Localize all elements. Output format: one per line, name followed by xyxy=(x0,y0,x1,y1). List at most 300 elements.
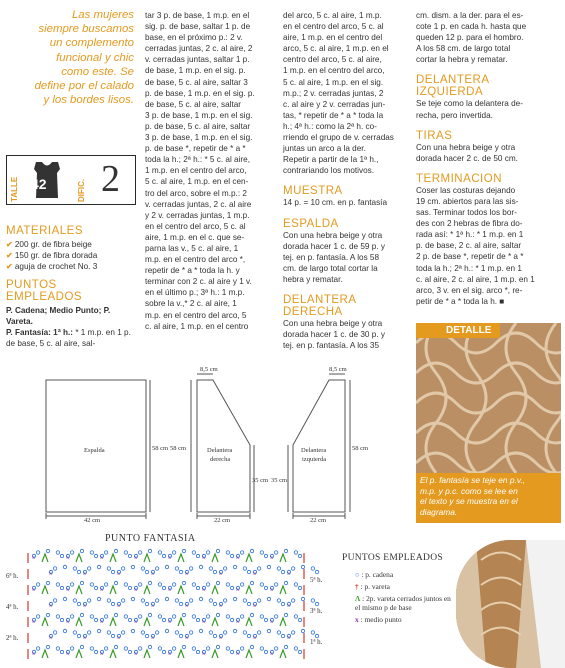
chain-stitch xyxy=(298,586,301,589)
materiales-list xyxy=(6,239,136,272)
chain-stitch xyxy=(189,631,192,634)
chain-stitch xyxy=(294,615,297,618)
text-line: toda la h.; 2ª h.: * 5 c. al aire, xyxy=(145,155,250,165)
vareta-cluster-mark xyxy=(212,650,218,658)
chain-stitch xyxy=(199,597,202,600)
text-line: 3 p. de base, 1 m.p. en el sig. xyxy=(145,110,253,120)
text-line: en el centro del arco, 5 c. al xyxy=(283,22,384,32)
chain-stitch xyxy=(298,554,301,557)
chain-stitch xyxy=(145,634,148,637)
chain-stitch xyxy=(223,567,226,570)
single-crochet-mark: x xyxy=(270,619,273,625)
chain-stitch xyxy=(155,631,158,634)
text-line: tej. en p. fantasía. A los 58 xyxy=(283,252,380,262)
chain-stitch xyxy=(56,583,59,586)
chain-stitch xyxy=(56,647,59,650)
espalda-width: 42 cm xyxy=(84,517,101,524)
vareta-cluster-mark xyxy=(212,618,218,626)
chain-stitch xyxy=(114,581,117,584)
vareta-cluster-mark xyxy=(246,554,252,562)
text-line: de base, 5 c. al aire, saltar xyxy=(145,99,242,109)
izquierda-top: 8,5 cm xyxy=(329,366,347,373)
chain-stitch xyxy=(94,586,97,589)
chain-stitch xyxy=(192,583,195,586)
chain-stitch xyxy=(277,567,280,570)
single-crochet-mark: x xyxy=(32,587,35,593)
single-crochet-mark: x xyxy=(134,651,137,657)
chain-stitch xyxy=(175,567,178,570)
text-line: del arco, 5 c. al aire, 1 m.p. xyxy=(283,11,382,20)
vareta-cluster-mark xyxy=(144,554,150,562)
text-line: 19 cm. abiertos para las sis- xyxy=(416,196,519,206)
chain-stitch xyxy=(196,618,199,621)
text-line: m.p. en el centro del arco, 5 xyxy=(145,310,247,320)
single-crochet-mark: x xyxy=(236,651,239,657)
single-crochet-mark: x xyxy=(49,571,52,577)
single-crochet-mark: x xyxy=(151,635,154,641)
chain-stitch xyxy=(107,631,110,634)
chain-stitch xyxy=(94,650,97,653)
chain-stitch xyxy=(196,650,199,653)
single-crochet-mark: x xyxy=(83,635,86,641)
intro-line: define por el calado xyxy=(34,80,134,93)
text-line: h.; 4ª h.: como la 2ª h. co- xyxy=(283,121,377,131)
detail-label: DETALLE xyxy=(446,325,492,336)
chain-stitch xyxy=(141,599,144,602)
chain-stitch xyxy=(165,565,168,568)
chain-stitch xyxy=(216,549,219,552)
chain-stitch xyxy=(56,615,59,618)
instructions-column-4 xyxy=(416,10,558,307)
chain-stitch xyxy=(46,645,49,648)
chain-stitch xyxy=(240,647,243,650)
vareta-cluster-mark xyxy=(76,618,82,626)
chain-stitch xyxy=(111,634,114,637)
chain-stitch xyxy=(155,567,158,570)
text-line: Coser las costuras dejando xyxy=(416,185,516,195)
vareta-cluster-mark xyxy=(144,586,150,594)
espalda-heading: ESPALDA xyxy=(283,217,339,230)
chain-stitch xyxy=(90,583,93,586)
single-crochet-mark: x xyxy=(202,555,205,561)
single-crochet-mark: x xyxy=(117,571,120,577)
single-crochet-mark: x xyxy=(117,603,120,609)
chain-stitch xyxy=(216,645,219,648)
text-line: p. de base, 5 c. al aire, saltar xyxy=(145,121,251,131)
chain-stitch xyxy=(243,599,246,602)
single-crochet-mark: x xyxy=(236,587,239,593)
row-label: 2ª h. xyxy=(6,634,19,642)
chain-stitch xyxy=(267,597,270,600)
text-line: tej. en p. fantasía. A los 35 xyxy=(283,341,380,351)
chain-stitch xyxy=(90,647,93,650)
chain-stitch xyxy=(179,634,182,637)
single-crochet-mark: x xyxy=(202,619,205,625)
chain-stitch xyxy=(284,581,287,584)
chain-stitch xyxy=(138,551,141,554)
text-line: 5 c. al aire, 1 m.p. en el cen- xyxy=(145,177,249,187)
legend-item: x : medio punto xyxy=(355,615,402,624)
espalda-height: 58 cm xyxy=(152,445,169,452)
row-label: 1ª h. xyxy=(310,638,323,646)
text-line: A los 58 cm. de largo total xyxy=(416,44,511,54)
chain-stitch xyxy=(260,615,263,618)
chain-stitch xyxy=(158,647,161,650)
chain-stitch xyxy=(124,551,127,554)
text-line: cortar la hebra y rematar. xyxy=(416,55,508,65)
chain-stitch xyxy=(70,583,73,586)
legend-list xyxy=(355,570,455,624)
chain-icon: ○ xyxy=(355,570,360,579)
text-line: cm. de largo total cortar la xyxy=(283,263,378,273)
vareta-cluster-mark xyxy=(42,554,48,562)
text-line: arco, 5 c. al aire, 1 m.p. en el xyxy=(283,44,389,54)
chain-stitch xyxy=(257,599,260,602)
chain-stitch xyxy=(162,586,165,589)
intro-line: Las mujeres xyxy=(71,9,134,21)
vareta-cluster-mark xyxy=(42,650,48,658)
text-line: parna las v., 5 c. al aire, 1 xyxy=(145,243,239,253)
single-crochet-mark: x xyxy=(236,619,239,625)
chain-stitch xyxy=(131,629,134,632)
single-crochet-mark: x xyxy=(66,651,69,657)
single-crochet-mark: x xyxy=(270,555,273,561)
vareta-cluster-mark xyxy=(246,650,252,658)
intro-line: siempre buscamos xyxy=(38,23,134,36)
chain-stitch xyxy=(264,618,267,621)
chain-stitch xyxy=(114,613,117,616)
text-line: p. de base *, repetir de * a * xyxy=(145,144,246,154)
chain-stitch xyxy=(111,602,114,605)
intro-line: funcional y chic xyxy=(56,51,134,64)
chain-stitch xyxy=(274,583,277,586)
chain-stitch xyxy=(277,631,280,634)
chain-stitch xyxy=(277,599,280,602)
single-crochet-mark: x xyxy=(270,587,273,593)
vareta-cluster-mark xyxy=(76,650,82,658)
chain-stitch xyxy=(192,647,195,650)
chain-stitch xyxy=(216,581,219,584)
check-icon: ✔ xyxy=(6,251,13,260)
single-crochet-mark: x xyxy=(168,651,171,657)
izquierda-label-2: izquierda xyxy=(302,456,327,463)
chain-stitch xyxy=(226,647,229,650)
chain-stitch xyxy=(145,602,148,605)
chain-stitch xyxy=(206,551,209,554)
chain-stitch xyxy=(53,567,56,570)
text-line: m.p. en el centro del arco *, xyxy=(145,255,246,265)
chain-stitch xyxy=(60,554,63,557)
chain-stitch xyxy=(104,615,107,618)
chain-stitch xyxy=(90,615,93,618)
chain-stitch xyxy=(87,631,90,634)
chain-stitch xyxy=(284,549,287,552)
chain-stitch xyxy=(206,647,209,650)
single-crochet-mark: x xyxy=(202,651,205,657)
chain-stitch xyxy=(36,615,39,618)
chain-stitch xyxy=(128,618,131,621)
vareta-cluster-mark xyxy=(42,618,48,626)
derecha-height: 58 cm xyxy=(170,445,187,452)
chain-stitch xyxy=(90,551,93,554)
single-crochet-mark: x xyxy=(236,555,239,561)
single-crochet-mark: x xyxy=(32,555,35,561)
single-crochet-mark: x xyxy=(270,651,273,657)
text-line: dorada hacer 2 c. de 50 cm. xyxy=(416,153,518,163)
chain-stitch xyxy=(56,551,59,554)
chain-stitch xyxy=(94,618,97,621)
chain-stitch xyxy=(301,597,304,600)
chain-stitch xyxy=(250,645,253,648)
muestra-text: 14 p. = 10 cm. en p. fantasía xyxy=(283,198,388,208)
chain-stitch xyxy=(155,599,158,602)
chain-stitch xyxy=(233,629,236,632)
dific-label: DIFIC. xyxy=(77,178,86,202)
vareta-cluster-mark xyxy=(76,586,82,594)
chain-stitch xyxy=(148,549,151,552)
text-line: Con una hebra beige y otra xyxy=(416,142,516,152)
derecha-width: 22 cm xyxy=(214,517,231,524)
chain-stitch xyxy=(192,551,195,554)
chain-stitch xyxy=(182,581,185,584)
derecha-heading: DELANTERA DERECHA xyxy=(283,293,357,318)
chain-stitch xyxy=(175,599,178,602)
chain-stitch xyxy=(189,599,192,602)
text-line: dorada hacer 1 c. de 30 p. y xyxy=(283,330,385,340)
legend-item: ○ : p. cadena xyxy=(355,570,394,579)
chain-stitch xyxy=(274,551,277,554)
single-crochet-mark: x xyxy=(66,587,69,593)
derecha-label-1: Delantera xyxy=(207,447,233,454)
vareta-cluster-mark xyxy=(246,618,252,626)
chain-stitch xyxy=(315,570,318,573)
text-line: rriendo el grupo de v. cerradas xyxy=(283,133,394,143)
materiales-item: ✔ aguja de crochet No. 3 xyxy=(6,262,98,271)
text-line: 3 p. de base, 1 m.p. en el sig. xyxy=(145,133,253,143)
chain-stitch xyxy=(80,613,83,616)
single-crochet-mark: x xyxy=(253,571,256,577)
chain-stitch xyxy=(250,613,253,616)
chain-stitch xyxy=(107,599,110,602)
chain-stitch xyxy=(213,570,216,573)
text-line: 5 c. al aire, 1 m.p. en el sig. xyxy=(283,77,384,87)
vareta-cluster-mark xyxy=(212,586,218,594)
chain-stitch xyxy=(230,650,233,653)
chain-stitch xyxy=(73,631,76,634)
chain-stitch xyxy=(209,631,212,634)
legend-item: † : p. vareta xyxy=(355,582,390,591)
chain-stitch xyxy=(199,629,202,632)
difficulty-value: 2 xyxy=(101,158,120,200)
chain-stitch xyxy=(80,549,83,552)
talle-label: TALLE xyxy=(10,176,19,202)
vareta-cluster-mark xyxy=(178,554,184,562)
chain-stitch xyxy=(230,618,233,621)
puntos-list: P. Cadena; Medio Punto; P. Vareta. xyxy=(6,306,111,327)
single-crochet-mark: x xyxy=(32,619,35,625)
chain-stitch xyxy=(63,597,66,600)
chain-stitch xyxy=(46,581,49,584)
single-crochet-mark: x xyxy=(66,555,69,561)
single-crochet-mark: x xyxy=(168,587,171,593)
single-crochet-mark: x xyxy=(185,571,188,577)
chain-stitch xyxy=(73,567,76,570)
izquierda-heading: DELANTERA IZQUIERDA xyxy=(416,74,490,99)
chain-stitch xyxy=(298,618,301,621)
chain-stitch xyxy=(124,583,127,586)
izquierda-lower: 35 cm xyxy=(271,477,288,484)
text-line: petir de * a * toda la h. ■ xyxy=(416,296,505,306)
row-label: 3ª h. xyxy=(310,607,323,615)
chain-stitch xyxy=(53,631,56,634)
single-crochet-mark: x xyxy=(134,555,137,561)
chain-stitch xyxy=(206,615,209,618)
text-line: sig. p. de base, saltar 1 p. de xyxy=(145,22,251,32)
derecha-lower: 35 cm xyxy=(252,477,269,484)
check-icon: ✔ xyxy=(6,240,13,249)
izquierda-height: 58 cm xyxy=(352,445,369,452)
vareta-cluster-mark xyxy=(280,554,286,562)
text-line: centro del arco, 5 c. al aire, xyxy=(283,55,382,65)
chain-stitch xyxy=(291,567,294,570)
instructions-column-3 xyxy=(283,10,413,351)
size-difficulty-badge xyxy=(6,155,136,205)
row-label: 4ª h. xyxy=(6,603,19,611)
text-line: repetir de * a * toda la h. y xyxy=(145,266,240,276)
chain-stitch xyxy=(128,554,131,557)
chain-stitch xyxy=(213,602,216,605)
chain-stitch xyxy=(315,602,318,605)
single-crochet-mark: x xyxy=(202,587,205,593)
chain-stitch xyxy=(243,567,246,570)
chain-stitch xyxy=(182,645,185,648)
chain-stitch xyxy=(104,647,107,650)
single-crochet-mark: x xyxy=(219,571,222,577)
chain-stitch xyxy=(107,567,110,570)
chain-stitch xyxy=(247,602,250,605)
puntos-text: P. Cadena; Medio Punto; P. Vareta. P. Fantasía: 1ª h.: * 1 m.p. en 1 p. de base, 5 c. al aire, sal- xyxy=(6,305,138,349)
chain-stitch xyxy=(172,551,175,554)
chain-stitch xyxy=(87,599,90,602)
chain-stitch xyxy=(60,586,63,589)
izquierda-width: 22 cm xyxy=(310,517,327,524)
chain-stitch xyxy=(267,565,270,568)
single-crochet-mark: x xyxy=(100,619,103,625)
text-line: sobre la v.,* 2 c. al aire, 1 xyxy=(145,299,237,309)
chain-stitch xyxy=(141,631,144,634)
chain-stitch xyxy=(206,583,209,586)
chain-stitch xyxy=(70,615,73,618)
chain-stitch xyxy=(121,599,124,602)
chain-stitch xyxy=(226,615,229,618)
materiales-item: ✔ 200 gr. de fibra beige xyxy=(6,240,92,249)
text-line: c. al aire, 1 m.p. en el centro xyxy=(145,321,249,331)
text-line: c. al aire y 2 v. cerradas jun- xyxy=(283,99,386,109)
chain-stitch xyxy=(114,549,117,552)
chain-stitch xyxy=(131,565,134,568)
garment-schematics xyxy=(0,360,410,530)
text-line: cote 1 p. en cada h. hasta que xyxy=(416,22,527,32)
chain-stitch xyxy=(240,615,243,618)
text-line: en el centro del arco, 5 c. al xyxy=(145,221,246,231)
chain-stitch xyxy=(226,551,229,554)
chain-stitch xyxy=(138,647,141,650)
text-line: en el último p.; 3ª h.: 1 m.p. xyxy=(145,288,245,298)
chain-stitch xyxy=(94,554,97,557)
legend-item: Λ : 2p. vareta cerrados juntos en el mismo p de base xyxy=(355,594,451,612)
chain-stitch xyxy=(281,602,284,605)
chain-stitch xyxy=(199,565,202,568)
text-line: p. de base, 1 m.p. en el sig. p. xyxy=(145,88,255,98)
chain-stitch xyxy=(311,599,314,602)
vareta-cluster-mark xyxy=(144,618,150,626)
chain-stitch xyxy=(36,583,39,586)
chain-stitch xyxy=(192,615,195,618)
chain-stitch xyxy=(247,634,250,637)
single-crochet-mark: x xyxy=(287,571,290,577)
chain-stitch xyxy=(46,613,49,616)
chain-stitch xyxy=(124,647,127,650)
single-crochet-mark: x xyxy=(287,603,290,609)
text-line: Con una hebra beige y otra xyxy=(283,318,383,328)
legend-title: PUNTOS EMPLEADOS xyxy=(342,553,443,563)
chain-stitch xyxy=(77,634,80,637)
chain-stitch xyxy=(97,597,100,600)
chain-stitch xyxy=(172,583,175,586)
chain-stitch xyxy=(121,631,124,634)
intro-line: como este. Se xyxy=(61,65,134,78)
single-crochet-mark: x xyxy=(100,587,103,593)
chain-stitch xyxy=(233,565,236,568)
chain-stitch xyxy=(264,586,267,589)
chain-stitch xyxy=(264,650,267,653)
instructions-column-2 xyxy=(145,10,277,332)
chain-stitch xyxy=(172,647,175,650)
chain-stitch xyxy=(138,615,141,618)
vareta-icon: † xyxy=(355,582,359,591)
chain-stitch xyxy=(294,551,297,554)
vareta-cluster-mark xyxy=(246,586,252,594)
text-line: des con 2 hebras de fibra do- xyxy=(416,219,523,229)
muestra-heading: MUESTRA xyxy=(283,185,343,198)
chain-stitch xyxy=(60,650,63,653)
text-line: cerradas juntas, 2 c. al aire, 2 xyxy=(145,44,253,54)
chain-stitch xyxy=(182,549,185,552)
chain-stitch xyxy=(274,647,277,650)
chain-stitch xyxy=(175,631,178,634)
chain-stitch xyxy=(63,629,66,632)
vareta-cluster-mark xyxy=(280,586,286,594)
vareta-cluster-mark xyxy=(280,650,286,658)
chain-stitch xyxy=(267,629,270,632)
garment-photo xyxy=(456,540,565,668)
chain-stitch xyxy=(104,583,107,586)
chain-stitch xyxy=(226,583,229,586)
chain-stitch xyxy=(73,599,76,602)
single-crochet-mark: x xyxy=(83,603,86,609)
chain-stitch xyxy=(114,645,117,648)
espalda-piece xyxy=(46,380,146,512)
text-line: Se teje como la delantera de- xyxy=(416,99,523,109)
text-line: toda la h.; 2ª h.: * 1 m.p. en 1 xyxy=(416,263,522,273)
chain-stitch xyxy=(223,599,226,602)
vareta-cluster-mark xyxy=(110,650,116,658)
chain-stitch xyxy=(294,647,297,650)
vareta-cluster-mark xyxy=(280,618,286,626)
chain-stitch xyxy=(138,583,141,586)
chain-stitch xyxy=(148,613,151,616)
text-line: p. de base, 2 c. al aire, saltar xyxy=(416,241,522,251)
